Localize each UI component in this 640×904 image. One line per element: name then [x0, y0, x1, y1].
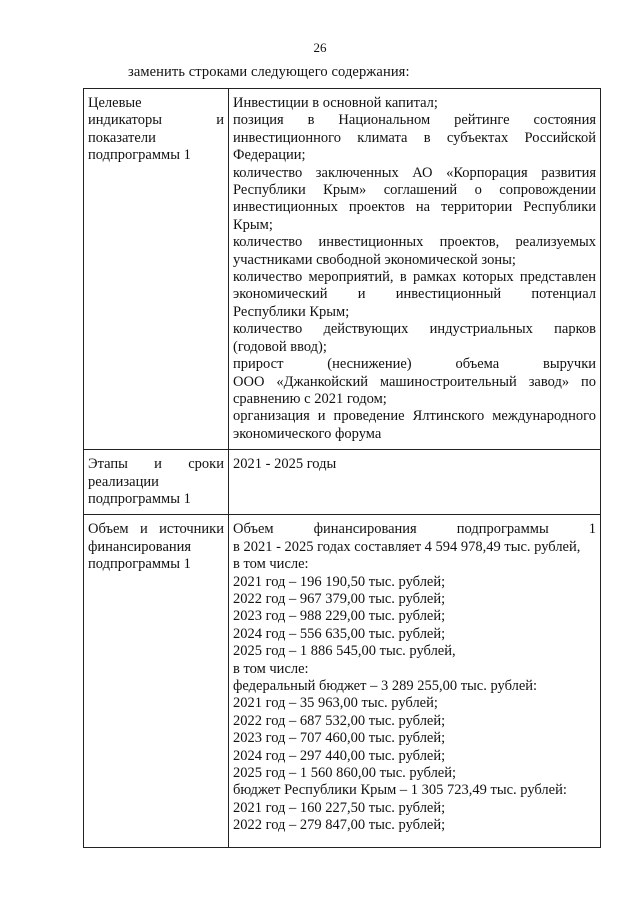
- value-line: 2021 год – 35 963,00 тыс. рублей;: [233, 695, 438, 712]
- table-row-target-indicators: [84, 89, 601, 450]
- label-line: реализации: [88, 473, 159, 490]
- value-line: 2025 год – 1 560 860,00 тыс. рублей;: [233, 765, 457, 782]
- label-line: финансирования: [88, 538, 192, 555]
- row-value-cell: [229, 450, 601, 515]
- value-line: федеральный бюджет – 3 289 255,00 тыс. рублей:: [233, 678, 538, 694]
- row-value-cell: [229, 515, 601, 848]
- value-line: бюджет Республики Крым – 1 305 723,49 тыс. рублей:: [233, 782, 567, 799]
- value-line: инвестиционных проектов на территории Республики: [233, 199, 596, 216]
- value-line: 2024 год – 556 635,00 тыс. рублей;: [233, 625, 446, 642]
- label-line: индикаторы и: [88, 112, 224, 129]
- value-line: сравнению с 2021 годом;: [233, 390, 387, 407]
- page-number: 26: [313, 40, 327, 55]
- value-line: количество заключенных АО «Корпорация развития: [233, 164, 596, 181]
- row-label-cell: [84, 89, 229, 450]
- value-line: количество инвестиционных проектов, реализуемых: [233, 234, 596, 251]
- label-line: подпрограммы 1: [88, 147, 191, 164]
- value-line: экономического форума: [233, 425, 382, 442]
- value-line: Республики Крым;: [233, 303, 350, 320]
- value-line: в том числе:: [233, 556, 309, 573]
- value-line: ООО «Джанкойский машиностроительный завод» по: [233, 373, 596, 390]
- intro-text: заменить строками следующего содержания:: [128, 64, 410, 80]
- value-line: инвестиционного климата в субъектах Российской: [233, 129, 596, 146]
- value-line: в том числе:: [233, 660, 309, 677]
- value-line: организация и проведение Ялтинского международного: [233, 408, 596, 425]
- value-line: 2021 год – 160 227,50 тыс. рублей;: [233, 799, 446, 816]
- label-line: подпрограммы 1: [88, 490, 191, 507]
- value-line: Объем финансирования подпрограммы 1: [233, 521, 596, 538]
- value-line: Крым;: [233, 216, 273, 233]
- label-line: Целевые: [88, 95, 142, 111]
- row-value-cell: [229, 89, 601, 450]
- value-line: 2022 год – 687 532,00 тыс. рублей;: [233, 712, 446, 729]
- value-line: в 2021 - 2025 годах составляет 4 594 978,49 тыс. рублей,: [233, 538, 581, 555]
- value-line: 2022 год – 279 847,00 тыс. рублей;: [233, 817, 446, 834]
- label-line: Объем и источники: [88, 521, 224, 538]
- label-line: подпрограммы 1: [88, 556, 191, 573]
- label-line: показатели: [88, 129, 156, 146]
- value-line: 2021 год – 196 190,50 тыс. рублей;: [233, 573, 446, 590]
- value-line: экономический и инвестиционный потенциал: [233, 286, 596, 303]
- value-line: количество действующих индустриальных парков: [233, 321, 596, 338]
- table-row-stages: [84, 450, 601, 515]
- subprogram-parameters-table: [83, 88, 601, 848]
- value-line: (годовой ввод);: [233, 338, 327, 355]
- row-label-cell: [84, 450, 229, 515]
- value-line: 2022 год – 967 379,00 тыс. рублей;: [233, 590, 446, 607]
- value-line: 2021 - 2025 годы: [233, 456, 337, 473]
- row-label-cell: [84, 515, 229, 848]
- value-line: Инвестиции в основной капитал;: [233, 95, 438, 111]
- value-line: 2023 год – 988 229,00 тыс. рублей;: [233, 608, 446, 625]
- label-line: Этапы и сроки: [88, 456, 224, 473]
- value-line: Республики Крым» соглашений о сопровождении: [233, 182, 596, 199]
- value-line: Федерации;: [233, 147, 306, 164]
- value-line: позиция в Национальном рейтинге состояния: [233, 112, 596, 129]
- value-line: 2024 год – 297 440,00 тыс. рублей;: [233, 747, 446, 764]
- value-line: 2023 год – 707 460,00 тыс. рублей;: [233, 730, 446, 747]
- value-line: количество мероприятий, в рамках которых представлен: [233, 269, 596, 286]
- table-row-funding: [84, 515, 601, 848]
- value-line: 2025 год – 1 886 545,00 тыс. рублей,: [233, 643, 456, 660]
- value-line: участниками свободной экономической зоны;: [233, 251, 516, 268]
- value-line: прирост (неснижение) объема выручки: [233, 356, 596, 373]
